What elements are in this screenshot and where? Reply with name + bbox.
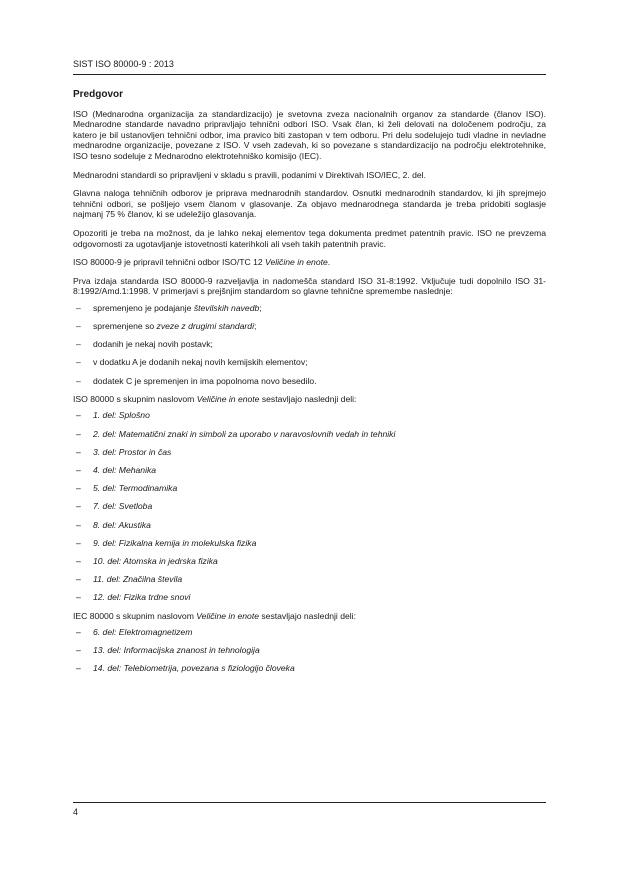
list-item: – 5. del: Termodinamika bbox=[73, 483, 546, 494]
document-header: SIST ISO 80000-9 : 2013 bbox=[73, 59, 174, 69]
list-item bbox=[73, 321, 546, 332]
list-item: – 3. del: Prostor in čas bbox=[73, 447, 546, 458]
list-item: – dodatek C je spremenjen in ima popolnoma novo besedilo. bbox=[73, 376, 546, 387]
iso-intro-text: ISO 80000 s skupnim naslovom bbox=[73, 393, 197, 404]
paragraph-iso-intro: ISO (Mednarodna organizacija za standardizacijo) je svetovna zveza nacionalnih organov za standarde (članov ISO). Mednarodne standarde navadno pripravljajo tehnični odbori ISO. Vsak član, ki želi delovati na določenem področju, za katero je bil ustanovljen tehnični odbor, ima pravico biti zastopan v tem odboru. Pri delu sodelujejo tudi vladne in nevladne mednarodne organizacije, povezane z ISO. V vseh zadevah, ki so povezane s standardizacijo na področju elektrotehnike, ISO tesno sodeluje z Mednarodno elektrotehniško komisijo (IEC). bbox=[73, 108, 546, 161]
page-content bbox=[73, 90, 546, 682]
list-item: – 2. del: Matematični znaki in simboli za uporabo v naravoslovnih vedah in tehniki bbox=[73, 429, 546, 440]
page-number: 4 bbox=[73, 807, 79, 817]
footer-rule bbox=[73, 802, 546, 803]
list-item bbox=[73, 303, 546, 314]
list-item: – 1. del: Splošno bbox=[73, 410, 546, 421]
change-emphasis: zveze z drugimi standardi bbox=[156, 321, 254, 332]
change-text: spremenjene so bbox=[93, 321, 157, 332]
change-punct: ; bbox=[254, 321, 257, 332]
paragraph-committees: Glavna naloga tehničnih odborov je priprava mednarodnih standardov. Osnutki mednarodnih standardov, ki jih sprejmejo tehnični odbori, se pošljejo vsem članom v glasovanje. Za objavo mednarodnega standarda je treba pridobiti soglasje najmanj 75 % članov, ki se udeležijo glasovanja. bbox=[73, 188, 546, 220]
paragraph-first-edition: Prva izdaja standarda ISO 80000-9 razveljavlja in nadomešča standard ISO 31-8:1992. Vključuje tudi dopolnilo ISO 31-8:1992/Amd.1:1998. V primerjavi s prejšnjim standardom so glavne tehnične spremembe naslednje: bbox=[73, 275, 546, 297]
list-item: – 13. del: Informacijska znanost in tehnologija bbox=[73, 645, 546, 656]
changes-list bbox=[73, 303, 546, 386]
header-rule bbox=[73, 74, 546, 75]
list-item: – dodanih je nekaj novih postavk; bbox=[73, 339, 546, 350]
change-emphasis: številskih navedb bbox=[193, 302, 260, 313]
paragraph-iso-parts-intro bbox=[73, 394, 546, 405]
iso-intro-title: Veličine in enote bbox=[196, 393, 260, 404]
iec-intro-end: sestavljajo naslednji deli: bbox=[259, 610, 356, 621]
list-item: – 14. del: Telebiometrija, povezana s fiziologijo človeka bbox=[73, 663, 546, 674]
list-item: – 10. del: Atomska in jedrska fizika bbox=[73, 556, 546, 567]
iec-intro-title: Veličine in enote bbox=[196, 610, 259, 621]
paragraph-prepared-by bbox=[73, 257, 546, 268]
change-text: spremenjeno je podajanje bbox=[93, 302, 194, 313]
list-item: – 12. del: Fizika trdne snovi bbox=[73, 592, 546, 603]
iec-intro-text: IEC 80000 s skupnim naslovom bbox=[73, 610, 197, 621]
prepared-by-text: ISO 80000-9 je pripravil tehnični odbor ISO/TC 12 bbox=[73, 257, 266, 268]
prepared-by-title: Veličine in enote bbox=[265, 257, 328, 268]
list-item: – v dodatku A je dodanih nekaj novih kemijskih elementov; bbox=[73, 357, 546, 368]
change-punct: ; bbox=[259, 302, 262, 313]
section-title: Predgovor bbox=[73, 89, 124, 100]
list-item: – 8. del: Akustika bbox=[73, 520, 546, 531]
iso-intro-end: sestavljajo naslednji deli: bbox=[259, 393, 357, 404]
paragraph-patents: Opozoriti je treba na možnost, da je lahko nekaj elementov tega dokumenta predmet patentnih pravic. ISO ne prevzema odgovornosti za ugotavljanje istovetnosti katerihkoli ali vseh takih patentnih pravic. bbox=[73, 227, 546, 249]
paragraph-iec-parts-intro bbox=[73, 611, 546, 622]
iec-parts-list bbox=[73, 627, 546, 674]
list-item: – 11. del: Značilna števila bbox=[73, 574, 546, 585]
iso-parts-list bbox=[73, 410, 546, 602]
prepared-by-end: . bbox=[327, 257, 331, 268]
list-item: – 6. del: Elektromagnetizem bbox=[73, 627, 546, 638]
list-item: – 7. del: Svetloba bbox=[73, 501, 546, 512]
paragraph-directives: Mednarodni standardi so pripravljeni v skladu s pravili, podanimi v Direktivah ISO/IEC, 2. del. bbox=[73, 169, 426, 180]
list-item: – 4. del: Mehanika bbox=[73, 465, 546, 476]
list-item: – 9. del: Fizikalna kemija in molekulska fizika bbox=[73, 538, 546, 549]
